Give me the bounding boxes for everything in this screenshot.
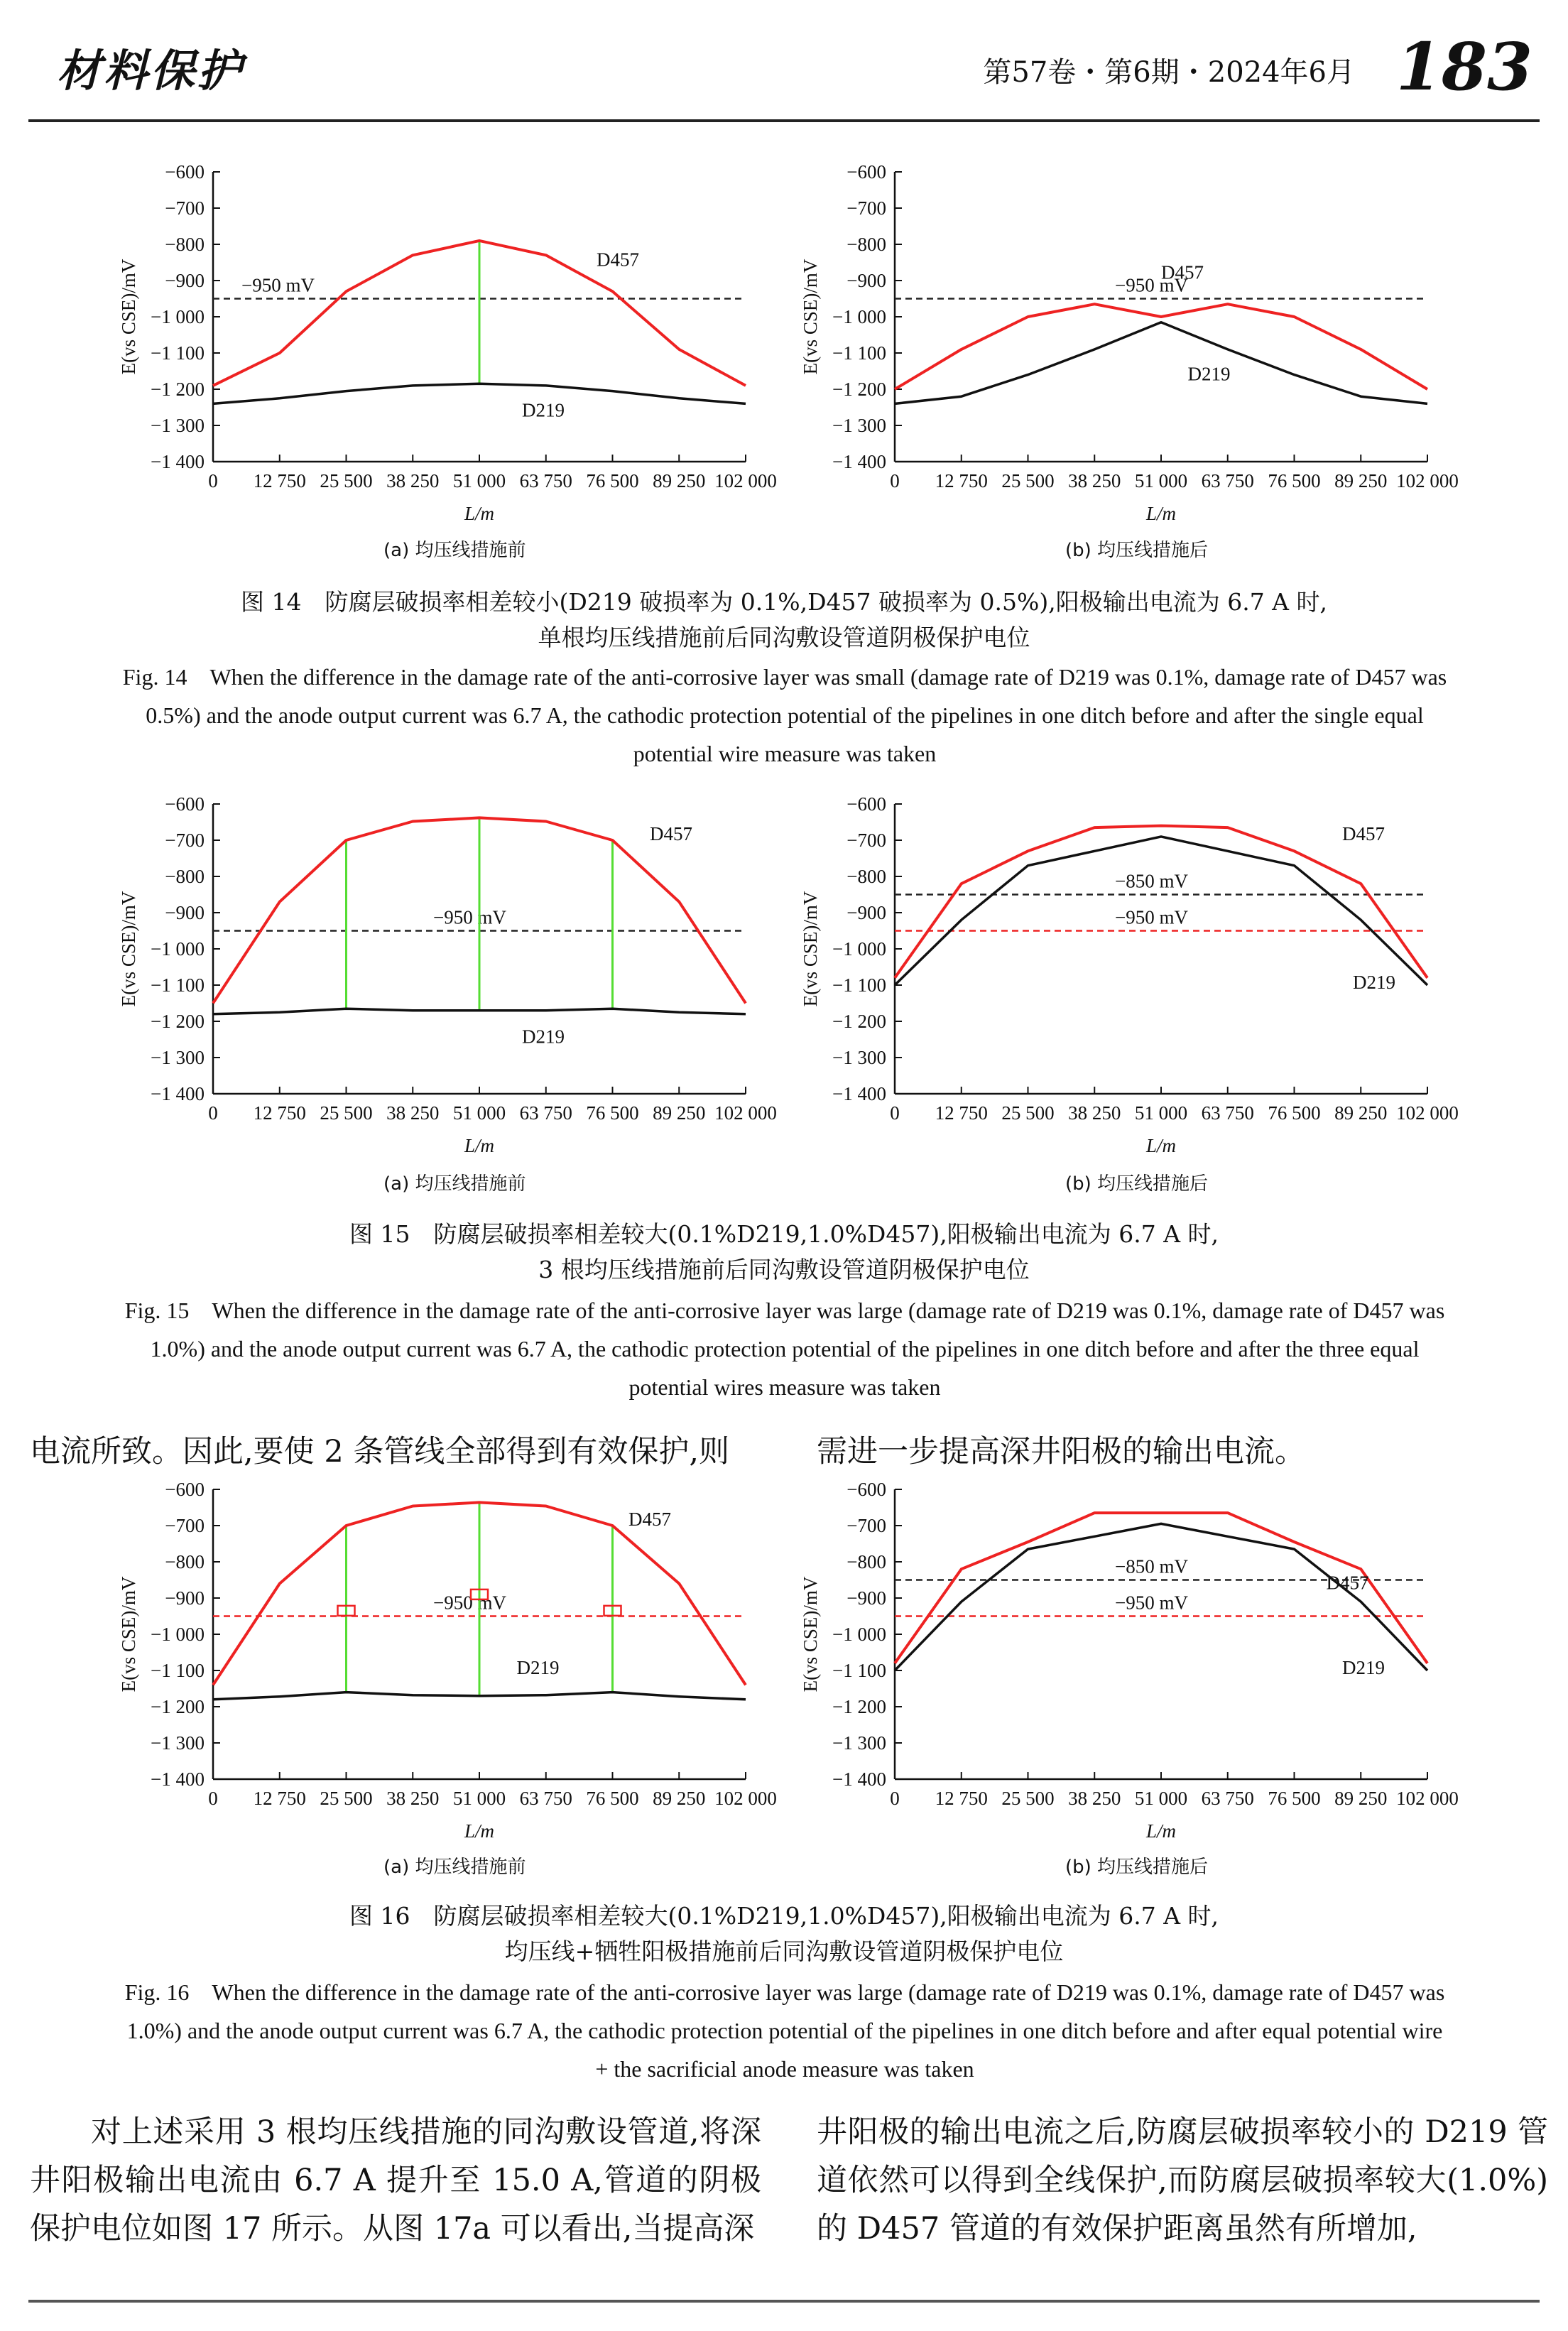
x-axis-label: L/m bbox=[464, 1820, 495, 1842]
body-text-mid-left: 电流所致。因此,要使 2 条管线全部得到有效保护,则 bbox=[30, 1434, 730, 1469]
y-tick-label: −1 300 bbox=[151, 415, 205, 436]
chart-fig15a bbox=[107, 795, 781, 1207]
x-tick-label: 63 750 bbox=[1201, 1102, 1254, 1124]
y-tick-label: −1 100 bbox=[832, 974, 886, 996]
series-label-d219: D219 bbox=[1187, 363, 1231, 385]
x-tick-label: 51 000 bbox=[1134, 1788, 1188, 1809]
series-line-d219 bbox=[213, 384, 746, 403]
y-tick-label: −1 400 bbox=[151, 1083, 205, 1104]
x-tick-label: 63 750 bbox=[1201, 470, 1254, 491]
y-tick-label: −600 bbox=[846, 161, 886, 183]
y-axis-label: E(vs CSE)/mV bbox=[118, 1576, 139, 1692]
x-axis-label: L/m bbox=[464, 1135, 495, 1156]
y-tick-label: −700 bbox=[846, 830, 886, 851]
x-tick-label: 89 250 bbox=[653, 1788, 706, 1809]
x-tick-label: 51 000 bbox=[1134, 1102, 1188, 1124]
x-tick-label: 25 500 bbox=[320, 1102, 373, 1124]
x-tick-label: 51 000 bbox=[452, 1102, 506, 1124]
series-line-d219 bbox=[213, 1009, 746, 1014]
chart-fig14b bbox=[788, 163, 1463, 575]
y-tick-label: −1 200 bbox=[832, 1011, 886, 1032]
y-tick-label: −1 400 bbox=[832, 1083, 886, 1104]
threshold-label: −850 mV bbox=[1115, 1555, 1188, 1577]
series-line-d457 bbox=[895, 304, 1427, 389]
y-tick-label: −1 000 bbox=[151, 1624, 205, 1645]
y-tick-label: −900 bbox=[165, 1587, 205, 1609]
series-label-d457: D457 bbox=[1161, 261, 1204, 283]
subcaption-fig16a: (a) 均压线措施前 bbox=[383, 1857, 526, 1878]
y-tick-label: −700 bbox=[846, 197, 886, 219]
x-tick-label: 63 750 bbox=[519, 470, 572, 491]
issue-info: 第57卷・第6期・2024年6月 bbox=[983, 56, 1355, 89]
x-axis-label: L/m bbox=[1145, 1820, 1177, 1842]
y-tick-label: −1 200 bbox=[832, 1696, 886, 1717]
x-tick-label: 38 250 bbox=[386, 1788, 440, 1809]
x-tick-label: 0 bbox=[890, 470, 900, 491]
y-tick-label: −1 300 bbox=[151, 1047, 205, 1068]
x-tick-label: 38 250 bbox=[386, 470, 440, 491]
x-tick-label: 25 500 bbox=[1001, 1788, 1055, 1809]
body-text-end-left: 对上述采用 3 根均压线措施的同沟敷设管道,将深井阳极输出电流由 6.7 A 提升至 15.0 A,管道的阴极保护电位如图 17 所示。从图 17a 可以看出,当提高深 bbox=[30, 2114, 761, 2246]
x-tick-label: 0 bbox=[890, 1788, 900, 1809]
x-axis-label: L/m bbox=[1145, 1135, 1177, 1156]
series-line-d219 bbox=[895, 322, 1427, 404]
y-tick-label: −1 100 bbox=[832, 342, 886, 364]
y-tick-label: −1 200 bbox=[832, 379, 886, 400]
page-number: 183 bbox=[1395, 28, 1532, 105]
x-tick-label: 63 750 bbox=[519, 1788, 572, 1809]
y-tick-label: −1 300 bbox=[832, 415, 886, 436]
series-label-d219: D219 bbox=[1342, 1657, 1385, 1679]
y-tick-label: −1 000 bbox=[832, 1624, 886, 1645]
x-tick-label: 38 250 bbox=[386, 1102, 440, 1124]
x-tick-label: 51 000 bbox=[452, 470, 506, 491]
threshold-label: −850 mV bbox=[1115, 870, 1188, 892]
x-tick-label: 63 750 bbox=[519, 1102, 572, 1124]
journal-title: 材料保护 bbox=[57, 45, 245, 97]
y-tick-label: −800 bbox=[165, 234, 205, 255]
x-tick-label: 76 500 bbox=[586, 470, 639, 491]
x-tick-label: 51 000 bbox=[452, 1788, 506, 1809]
x-tick-label: 63 750 bbox=[1201, 1788, 1254, 1809]
y-tick-label: −900 bbox=[165, 902, 205, 923]
y-tick-label: −1 400 bbox=[832, 451, 886, 472]
threshold-label: −950 mV bbox=[1115, 906, 1188, 928]
y-tick-label: −900 bbox=[165, 270, 205, 291]
x-tick-label: 0 bbox=[890, 1102, 900, 1124]
fig15-caption-zh-1: 图 15 防腐层破损率相差较大(0.1%D219,1.0%D457),阳极输出电流为 6.7 A 时, bbox=[349, 1220, 1219, 1248]
fig14-caption-zh-1: 图 14 防腐层破损率相差较小(D219 破损率为 0.1%,D457 破损率为 0.5%),阳极输出电流为 6.7 A 时, bbox=[240, 588, 1327, 616]
x-tick-label: 102 000 bbox=[714, 1788, 777, 1809]
x-tick-label: 76 500 bbox=[1268, 1102, 1321, 1124]
fig14-caption-en: Fig. 14 When the difference in the damage rate of the anti-corrosive layer was small (damage rate of D219 was 0.1%, damage rate of D457 was 0.5%) and the anode output current was 6.7 A, the cathodic protection potential of the pipelines in one ditch before and after the single equal potential wire measure was taken bbox=[122, 664, 1447, 766]
y-tick-label: −1 100 bbox=[832, 1660, 886, 1681]
threshold-label: −950 mV bbox=[433, 1592, 506, 1614]
x-axis-label: L/m bbox=[464, 503, 495, 524]
fig14-caption-zh-2: 单根均压线措施前后同沟敷设管道阴极保护电位 bbox=[538, 624, 1030, 651]
x-tick-label: 38 250 bbox=[1068, 1102, 1121, 1124]
fig16-caption-zh-2: 均压线+牺牲阳极措施前后同沟敷设管道阴极保护电位 bbox=[504, 1938, 1064, 1965]
x-tick-label: 51 000 bbox=[1134, 470, 1188, 491]
x-tick-label: 12 750 bbox=[935, 470, 988, 491]
series-label-d219: D219 bbox=[522, 1026, 565, 1048]
x-tick-label: 89 250 bbox=[1334, 1102, 1388, 1124]
footer-rule bbox=[28, 2300, 1540, 2303]
y-tick-label: −800 bbox=[846, 866, 886, 887]
threshold-label: −950 mV bbox=[433, 906, 506, 928]
y-tick-label: −700 bbox=[165, 1515, 205, 1536]
x-tick-label: 25 500 bbox=[1001, 1102, 1055, 1124]
x-tick-label: 76 500 bbox=[1268, 1788, 1321, 1809]
x-tick-label: 38 250 bbox=[1068, 1788, 1121, 1809]
subcaption-fig16b: (b) 均压线措施后 bbox=[1065, 1857, 1209, 1878]
x-tick-label: 102 000 bbox=[714, 470, 777, 491]
y-tick-label: −600 bbox=[846, 793, 886, 815]
x-tick-label: 89 250 bbox=[1334, 1788, 1388, 1809]
y-tick-label: −1 200 bbox=[151, 1696, 205, 1717]
x-axis-label: L/m bbox=[1145, 503, 1177, 524]
fig16-caption-en: Fig. 16 When the difference in the damage rate of the anti-corrosive layer was large (damage rate of D219 was 0.1%, damage rate of D457 was 1.0%) and the anode output current was 6.7 A, the cathodic protection potential of the pipelines in one ditch before and after equal potential wire + the sacrificial anode measure was taken bbox=[124, 1979, 1445, 2082]
y-tick-label: −1 300 bbox=[832, 1732, 886, 1754]
y-tick-label: −600 bbox=[846, 1479, 886, 1500]
series-label-d457: D457 bbox=[650, 823, 692, 844]
chart-fig16a bbox=[107, 1481, 781, 1893]
fig15-caption-zh-2: 3 根均压线措施前后同沟敷设管道阴极保护电位 bbox=[538, 1256, 1030, 1283]
x-tick-label: 12 750 bbox=[253, 1102, 306, 1124]
x-tick-label: 38 250 bbox=[1068, 470, 1121, 491]
fig16-caption-zh-1: 图 16 防腐层破损率相差较大(0.1%D219,1.0%D457),阳极输出电流为 6.7 A 时, bbox=[349, 1902, 1219, 1930]
y-tick-label: −1 100 bbox=[151, 342, 205, 364]
y-tick-label: −1 200 bbox=[151, 1011, 205, 1032]
y-tick-label: −800 bbox=[846, 1551, 886, 1572]
body-text-end-right: 井阳极的输出电流之后,防腐层破损率较小的 D219 管道依然可以得到全线保护,而防腐层破损率较大(1.0%)的 D457 管道的有效保护距离虽然有所增加, bbox=[817, 2114, 1548, 2246]
y-tick-label: −1 000 bbox=[832, 306, 886, 327]
threshold-label: −950 mV bbox=[1115, 1592, 1188, 1614]
x-tick-label: 89 250 bbox=[1334, 470, 1388, 491]
y-tick-label: −900 bbox=[846, 270, 886, 291]
series-label-d457: D457 bbox=[1342, 823, 1385, 844]
chart-fig16b bbox=[788, 1481, 1463, 1893]
y-axis-label: E(vs CSE)/mV bbox=[800, 259, 821, 375]
x-tick-label: 12 750 bbox=[935, 1102, 988, 1124]
series-line-d457 bbox=[895, 826, 1427, 978]
x-tick-label: 12 750 bbox=[253, 1788, 306, 1809]
x-tick-label: 76 500 bbox=[1268, 470, 1321, 491]
y-tick-label: −900 bbox=[846, 1587, 886, 1609]
y-tick-label: −1 300 bbox=[832, 1047, 886, 1068]
y-tick-label: −600 bbox=[165, 161, 205, 183]
header-rule bbox=[28, 119, 1540, 122]
x-tick-label: 12 750 bbox=[935, 1788, 988, 1809]
series-label-d219: D219 bbox=[516, 1657, 560, 1679]
chart-fig14a bbox=[107, 163, 781, 575]
x-tick-label: 25 500 bbox=[320, 470, 373, 491]
threshold-label: −950 mV bbox=[1115, 274, 1188, 296]
y-tick-label: −800 bbox=[165, 1551, 205, 1572]
y-axis-label: E(vs CSE)/mV bbox=[800, 1576, 821, 1692]
x-tick-label: 102 000 bbox=[1396, 1788, 1459, 1809]
x-tick-label: 102 000 bbox=[714, 1102, 777, 1124]
subcaption-fig15a: (a) 均压线措施前 bbox=[383, 1173, 526, 1195]
y-tick-label: −700 bbox=[846, 1515, 886, 1536]
x-tick-label: 12 750 bbox=[253, 470, 306, 491]
x-tick-label: 89 250 bbox=[653, 1102, 706, 1124]
x-tick-label: 102 000 bbox=[1396, 1102, 1459, 1124]
fig15-caption-en: Fig. 15 When the difference in the damage rate of the anti-corrosive layer was large (damage rate of D219 was 0.1%, damage rate of D457 was 1.0%) and the anode output current was 6.7 A, the cathodic protection potential of the pipelines in one ditch before and after the three equal potential wires measure was taken bbox=[124, 1298, 1445, 1400]
y-axis-label: E(vs CSE)/mV bbox=[118, 259, 139, 375]
y-tick-label: −1 100 bbox=[151, 974, 205, 996]
subcaption-fig14a: (a) 均压线措施前 bbox=[383, 540, 526, 561]
y-tick-label: −1 400 bbox=[151, 451, 205, 472]
x-tick-label: 25 500 bbox=[1001, 470, 1055, 491]
series-label-d219: D219 bbox=[1353, 972, 1395, 994]
x-tick-label: 25 500 bbox=[320, 1788, 373, 1809]
y-tick-label: −600 bbox=[165, 1479, 205, 1500]
series-label-d457: D457 bbox=[628, 1509, 671, 1530]
body-text-mid-right: 需进一步提高深井阳极的输出电流。 bbox=[817, 1434, 1305, 1469]
y-tick-label: −1 100 bbox=[151, 1660, 205, 1681]
series-label-d219: D219 bbox=[522, 399, 565, 421]
x-tick-label: 0 bbox=[208, 1102, 218, 1124]
y-tick-label: −1 400 bbox=[151, 1768, 205, 1790]
x-tick-label: 0 bbox=[208, 1788, 218, 1809]
x-tick-label: 0 bbox=[208, 470, 218, 491]
y-tick-label: −1 000 bbox=[151, 938, 205, 960]
series-label-d457: D457 bbox=[1326, 1572, 1369, 1594]
threshold-label: −950 mV bbox=[241, 274, 315, 296]
y-tick-label: −600 bbox=[165, 793, 205, 815]
x-tick-label: 76 500 bbox=[586, 1788, 639, 1809]
x-tick-label: 89 250 bbox=[653, 470, 706, 491]
y-tick-label: −1 000 bbox=[151, 306, 205, 327]
y-axis-label: E(vs CSE)/mV bbox=[800, 891, 821, 1007]
x-tick-label: 102 000 bbox=[1396, 470, 1459, 491]
y-tick-label: −900 bbox=[846, 902, 886, 923]
y-tick-label: −700 bbox=[165, 197, 205, 219]
series-label-d457: D457 bbox=[597, 249, 639, 271]
y-tick-label: −1 000 bbox=[832, 938, 886, 960]
y-tick-label: −800 bbox=[165, 866, 205, 887]
y-tick-label: −1 200 bbox=[151, 379, 205, 400]
chart-fig15b bbox=[788, 795, 1463, 1207]
y-tick-label: −1 300 bbox=[151, 1732, 205, 1754]
y-tick-label: −700 bbox=[165, 830, 205, 851]
y-axis-label: E(vs CSE)/mV bbox=[118, 891, 139, 1007]
subcaption-fig15b: (b) 均压线措施后 bbox=[1065, 1173, 1209, 1195]
x-tick-label: 76 500 bbox=[586, 1102, 639, 1124]
y-tick-label: −800 bbox=[846, 234, 886, 255]
y-tick-label: −1 400 bbox=[832, 1768, 886, 1790]
subcaption-fig14b: (b) 均压线措施后 bbox=[1065, 540, 1209, 561]
